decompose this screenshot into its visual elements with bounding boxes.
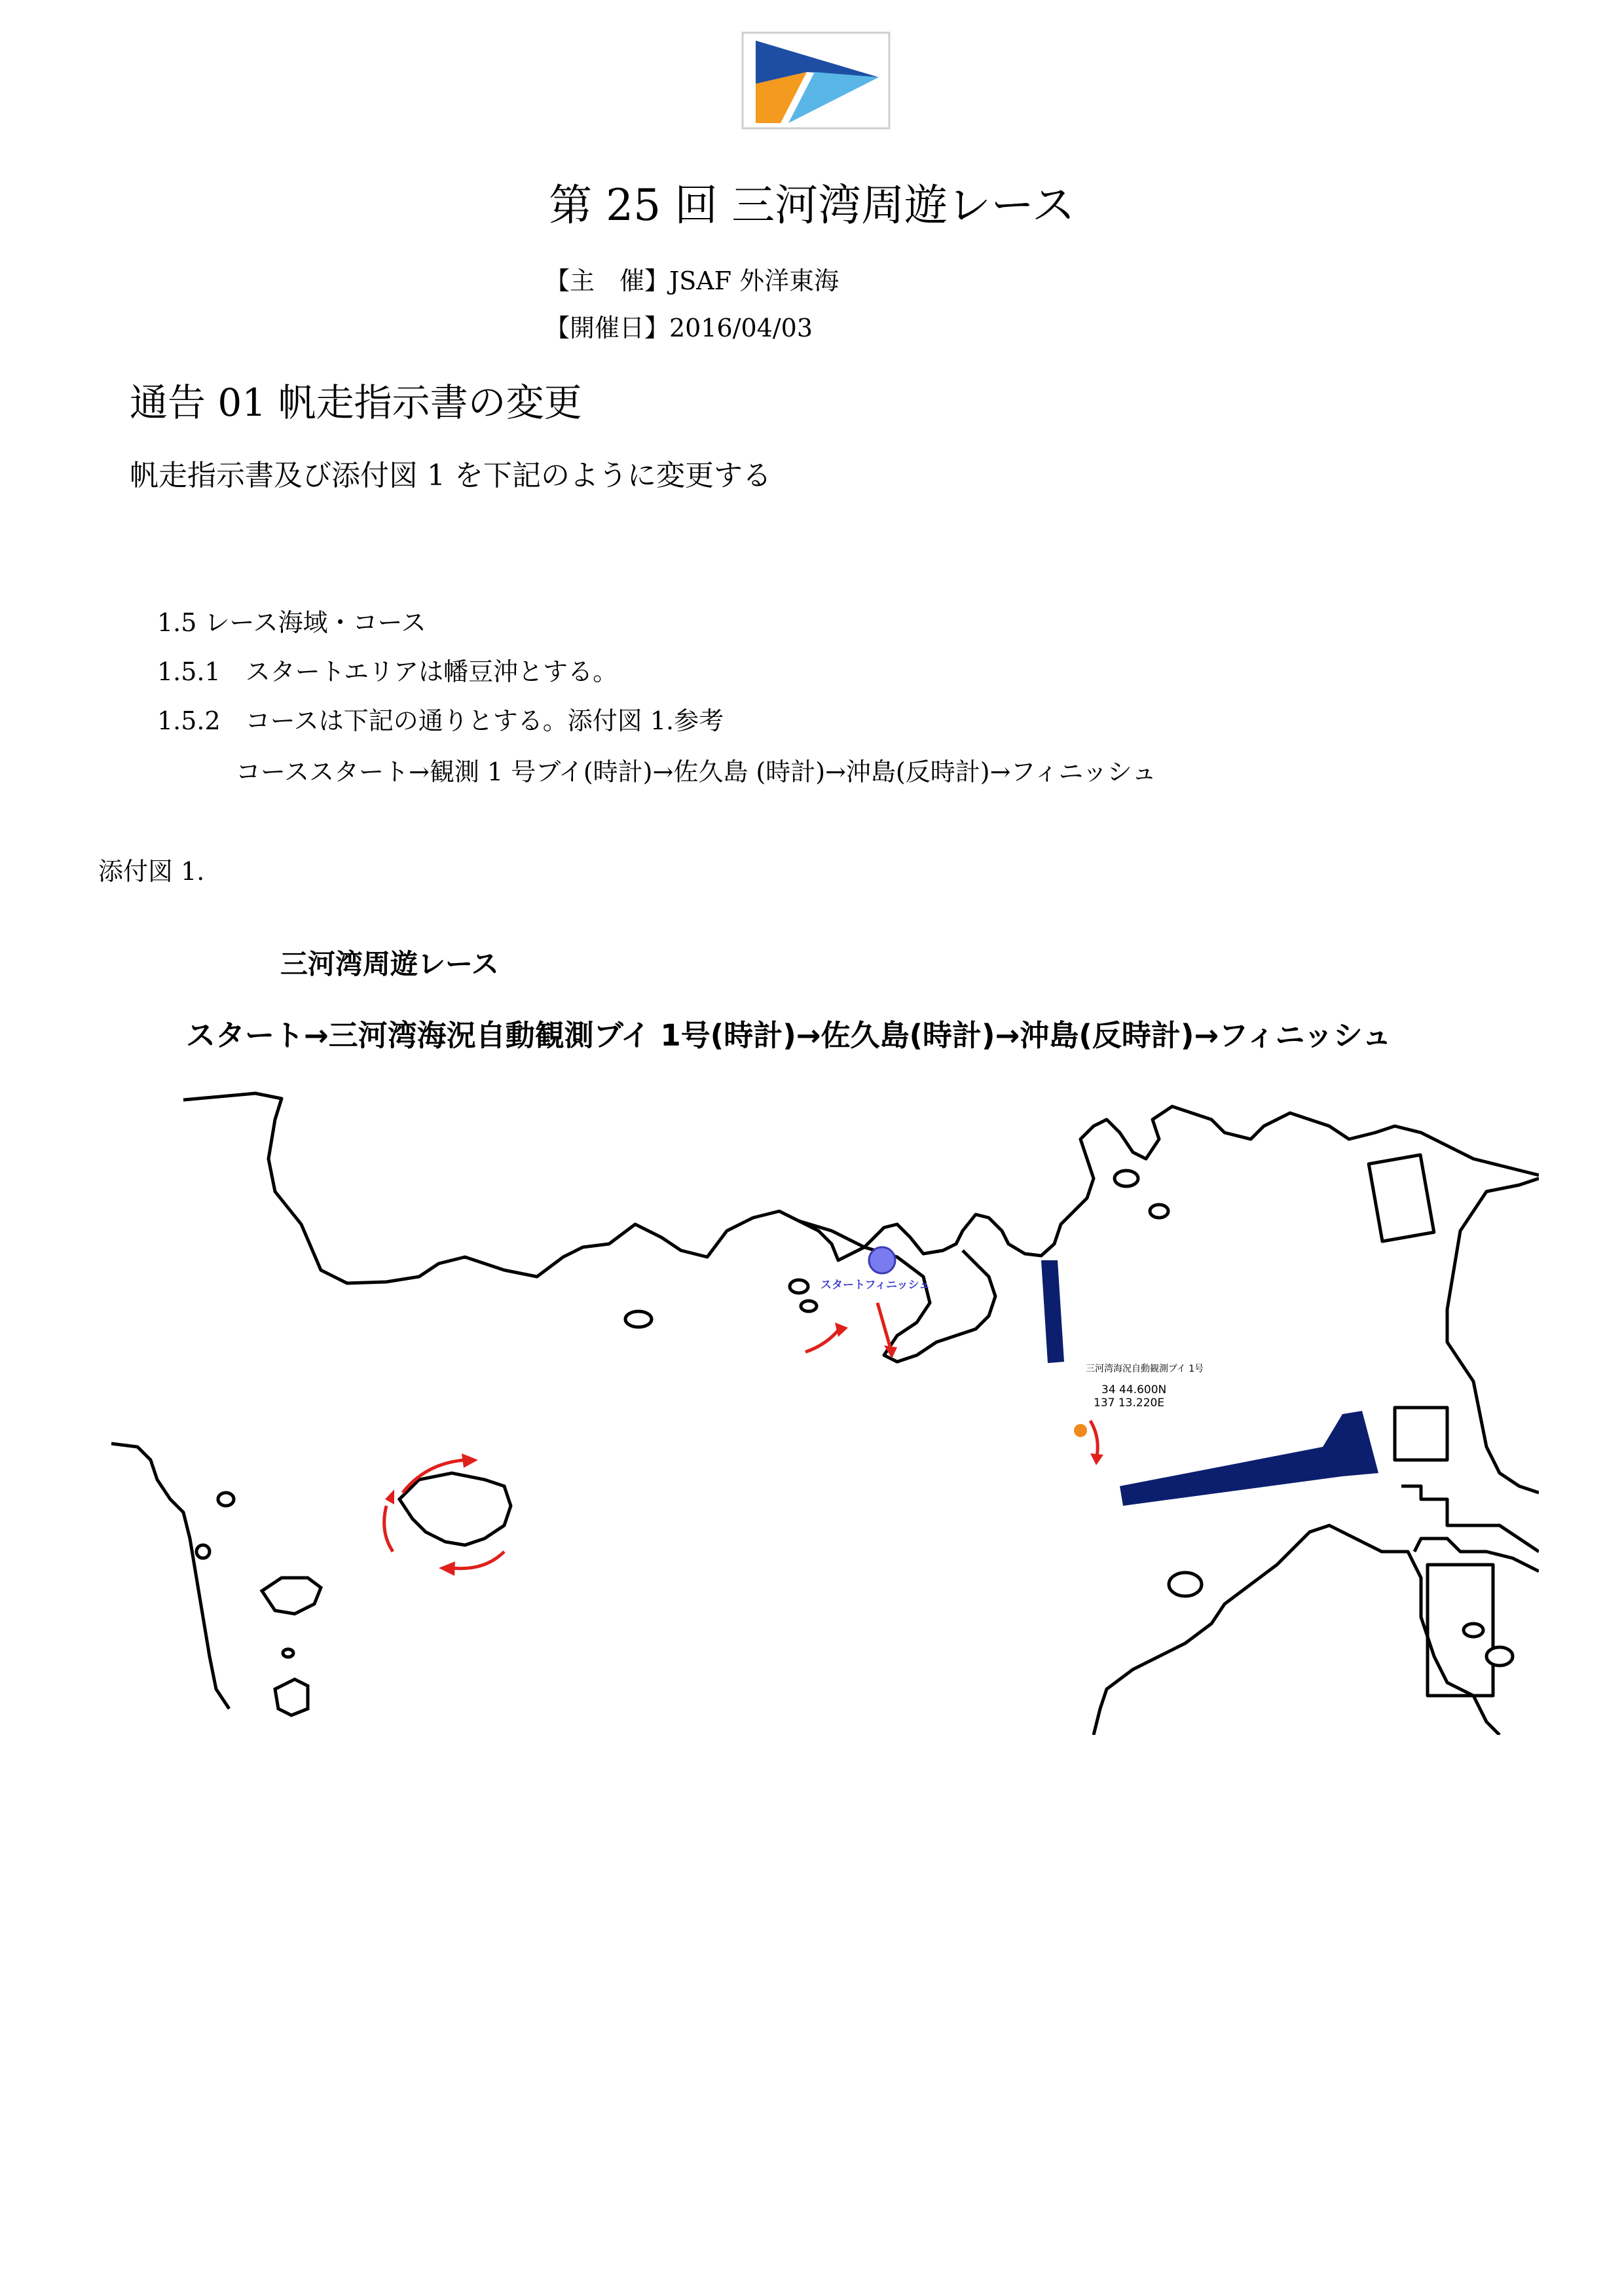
- notice-body: 帆走指示書及び添付図 1 を下記のように変更する: [130, 459, 771, 492]
- course-arrow-start-right: [877, 1303, 891, 1349]
- start-finish-mark: [869, 1247, 895, 1273]
- notice-heading: 通告 01 帆走指示書の変更: [130, 380, 582, 425]
- page-title: 第 25 回 三河湾周遊レース: [549, 180, 1075, 230]
- okishima-island: [262, 1578, 321, 1614]
- section-1-5: 1.5 レース海域・コース: [157, 608, 426, 637]
- buoy-label: 三河湾海況自動観測ブイ 1号: [1086, 1364, 1204, 1374]
- buoy-mark: [1074, 1424, 1087, 1437]
- sakushima-island: [399, 1473, 511, 1545]
- north-coastline: [183, 1093, 1539, 1283]
- section-1-5-1: 1.5.1 スタートエリアは幡豆沖とする。: [157, 657, 618, 686]
- logo: [741, 31, 891, 130]
- east-coastline: [1447, 1178, 1539, 1493]
- map-title: 三河湾周遊レース: [280, 948, 499, 980]
- west-coastline: [111, 1444, 229, 1709]
- buoy-longitude: 137 13.220E: [1094, 1396, 1165, 1410]
- restricted-zone-north: [1041, 1260, 1064, 1363]
- figure-caption: 添付図 1.: [98, 857, 205, 886]
- course-arrow-sakushima-bottom: [452, 1552, 504, 1569]
- event-date-line: 【開催日】2016/04/03: [545, 314, 813, 342]
- organizer-line: 【主 催】JSAF 外洋東海: [545, 266, 840, 295]
- restricted-zone-east: [1120, 1411, 1378, 1506]
- southeast-coastline: [1094, 1525, 1500, 1735]
- course-map: [111, 1080, 1539, 1735]
- course-arrow-start-left: [805, 1330, 838, 1352]
- buoy-latitude: 34 44.600N: [1101, 1383, 1167, 1396]
- course-description: コーススタート→観測 1 号ブイ(時計)→佐久島 (時計)→沖島(反時計)→フィニッシュ: [236, 757, 1157, 786]
- section-1-5-2: 1.5.2 コースは下記の通りとする。添付図 1.参考: [157, 706, 724, 735]
- start-finish-label: スタートフィニッシュ: [821, 1279, 931, 1292]
- course-arrow-sakushima-left: [384, 1506, 393, 1552]
- course-arrow-buoy: [1090, 1421, 1098, 1457]
- map-route: スタート→三河湾海況自動観測ブイ 1号(時計)→佐久島(時計)→沖島(反時計)→フィニッシュ: [186, 1018, 1392, 1053]
